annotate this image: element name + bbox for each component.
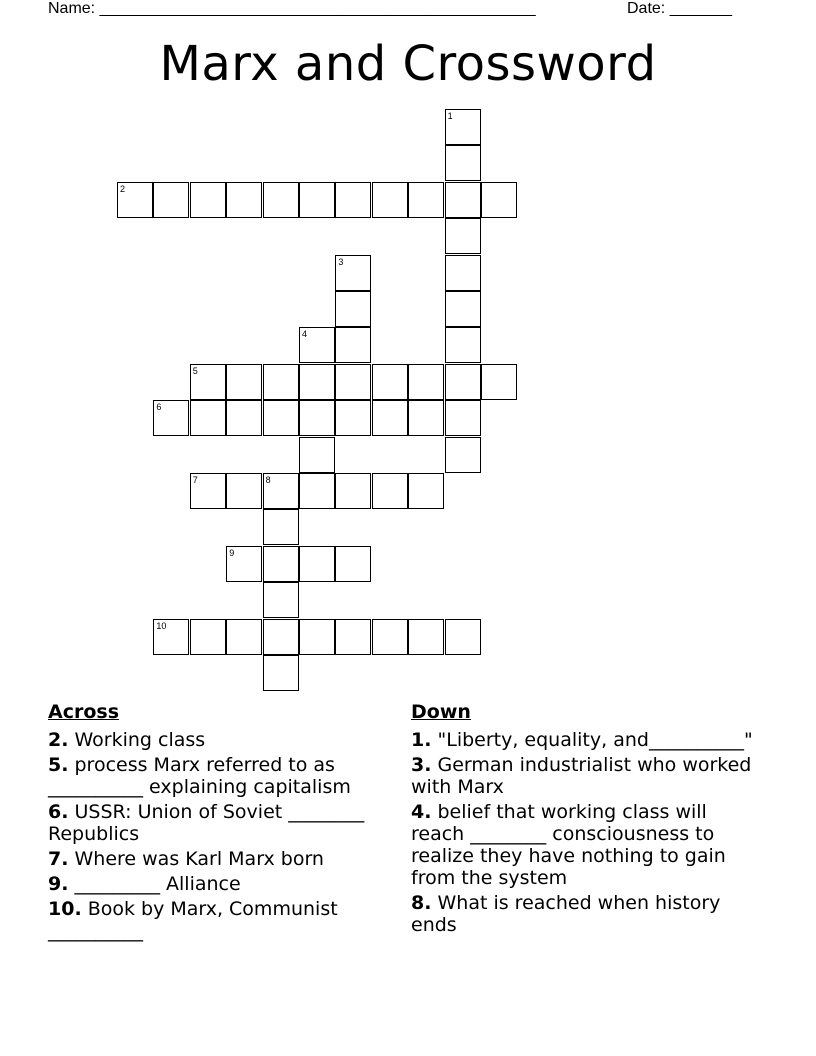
grid-cell[interactable]	[372, 473, 408, 509]
grid-cell[interactable]	[299, 364, 335, 400]
clue-across-9	[48, 873, 394, 895]
down-clues	[411, 701, 756, 939]
grid-cell[interactable]	[445, 218, 481, 254]
cell-number: 8	[265, 475, 271, 485]
clue-across-6	[48, 801, 394, 845]
clue-text: Working class	[68, 729, 206, 751]
cell-number: 4	[302, 329, 308, 340]
clue-down-8	[411, 892, 756, 936]
grid-cell[interactable]	[445, 437, 481, 473]
clue-text: USSR: Union of Soviet ________ Republics	[48, 801, 365, 845]
grid-cell[interactable]	[153, 619, 189, 655]
grid-cell[interactable]	[299, 327, 335, 363]
grid-cell[interactable]	[117, 182, 153, 218]
grid-cell[interactable]	[408, 400, 444, 436]
clue-number: 2.	[48, 729, 69, 751]
grid-cell[interactable]	[408, 473, 444, 509]
grid-cell[interactable]	[445, 364, 481, 400]
cell-number: 10	[156, 620, 167, 631]
clue-number: 8.	[411, 892, 432, 914]
grid-cell[interactable]	[299, 182, 335, 218]
clue-number: 7.	[48, 848, 69, 870]
grid-cell[interactable]	[190, 400, 226, 436]
grid-cell[interactable]	[263, 619, 299, 655]
page-title: Marx and Crossword	[159, 36, 657, 92]
grid-cell[interactable]	[372, 400, 408, 436]
grid-cell[interactable]	[153, 182, 189, 218]
clue-text: German industrialist who worked with Marx	[411, 754, 752, 798]
grid-cell[interactable]	[190, 364, 226, 400]
clue-text: What is reached when history ends	[411, 892, 721, 936]
grid-cell[interactable]	[335, 327, 371, 363]
grid-cell[interactable]	[299, 400, 335, 436]
grid-cell[interactable]	[190, 182, 226, 218]
grid-cell[interactable]	[445, 327, 481, 363]
grid-cell[interactable]	[226, 364, 262, 400]
grid-cell[interactable]	[335, 255, 371, 291]
cell-number: 9	[229, 547, 235, 558]
cell-number: 1	[447, 111, 453, 121]
clue-across-5	[48, 754, 394, 798]
across-heading: Across	[48, 701, 120, 723]
clue-number: 4.	[411, 801, 432, 823]
grid-cell[interactable]	[335, 619, 371, 655]
grid-cell[interactable]	[445, 400, 481, 436]
clue-text: "Liberty, equality, and__________"	[431, 729, 753, 751]
clue-text: process Marx referred to as __________ explaining capitalism	[48, 754, 351, 798]
grid-cell[interactable]	[445, 145, 481, 181]
cell-number: 5	[192, 365, 198, 376]
grid-cell[interactable]	[481, 364, 517, 400]
clue-number: 6.	[48, 801, 69, 823]
grid-cell[interactable]	[226, 619, 262, 655]
grid-cell[interactable]	[445, 619, 481, 655]
clue-text: belief that working class will reach ________ consciousness to realize they have nothing to gain from the system	[411, 801, 726, 889]
grid-cell[interactable]	[335, 546, 371, 582]
grid-cell[interactable]	[263, 400, 299, 436]
grid-cell[interactable]	[299, 619, 335, 655]
grid-cell[interactable]	[299, 546, 335, 582]
grid-cell[interactable]	[263, 364, 299, 400]
grid-cell[interactable]	[335, 473, 371, 509]
cell-number: 3	[338, 256, 344, 267]
cell-number: 2	[120, 183, 126, 194]
date-field[interactable]: Date: _______	[627, 0, 732, 17]
grid-cell[interactable]	[372, 619, 408, 655]
grid-cell[interactable]	[481, 182, 517, 218]
clue-down-3	[411, 754, 756, 798]
grid-cell[interactable]	[445, 182, 481, 218]
grid-cell[interactable]	[263, 509, 299, 545]
cell-number: 6	[156, 402, 162, 413]
clue-text: _________ Alliance	[68, 873, 241, 895]
grid-cell[interactable]	[263, 655, 299, 691]
grid-cell[interactable]	[408, 182, 444, 218]
across-clues	[48, 701, 394, 945]
grid-cell[interactable]	[445, 255, 481, 291]
grid-cell[interactable]	[190, 473, 226, 509]
clue-down-1	[411, 729, 756, 751]
grid-cell[interactable]	[190, 619, 226, 655]
clue-number: 1.	[411, 729, 432, 751]
grid-cell[interactable]	[335, 400, 371, 436]
clue-text: Where was Karl Marx born	[68, 848, 324, 870]
cell-number: 7	[192, 475, 198, 485]
grid-cell[interactable]	[335, 291, 371, 327]
grid-cell[interactable]	[263, 182, 299, 218]
grid-cell[interactable]	[372, 364, 408, 400]
grid-cell[interactable]	[263, 582, 299, 618]
clue-across-2	[48, 729, 394, 751]
grid-cell[interactable]	[263, 546, 299, 582]
clue-across-10	[48, 898, 394, 942]
clue-across-7	[48, 848, 394, 870]
grid-cell[interactable]	[226, 546, 262, 582]
grid-cell[interactable]	[372, 182, 408, 218]
clue-number: 9.	[48, 873, 69, 895]
down-heading: Down	[411, 701, 471, 723]
grid-cell[interactable]	[299, 473, 335, 509]
clue-number: 5.	[48, 754, 69, 776]
grid-cell[interactable]	[335, 364, 371, 400]
grid-cell[interactable]	[335, 182, 371, 218]
clue-number: 3.	[411, 754, 432, 776]
clue-text: Book by Marx, Communist __________	[48, 898, 338, 942]
clue-number: 10.	[48, 898, 82, 920]
grid-cell[interactable]	[226, 182, 262, 218]
name-field[interactable]: Name: _________________________________________________	[48, 0, 536, 17]
grid-cell[interactable]	[408, 619, 444, 655]
clue-down-4	[411, 801, 756, 889]
grid-cell[interactable]	[299, 437, 335, 473]
grid-cell[interactable]	[263, 473, 299, 509]
grid-cell[interactable]	[226, 400, 262, 436]
grid-cell[interactable]	[445, 109, 481, 145]
grid-cell[interactable]	[153, 400, 189, 436]
grid-cell[interactable]	[226, 473, 262, 509]
grid-cell[interactable]	[408, 364, 444, 400]
grid-cell[interactable]	[445, 291, 481, 327]
